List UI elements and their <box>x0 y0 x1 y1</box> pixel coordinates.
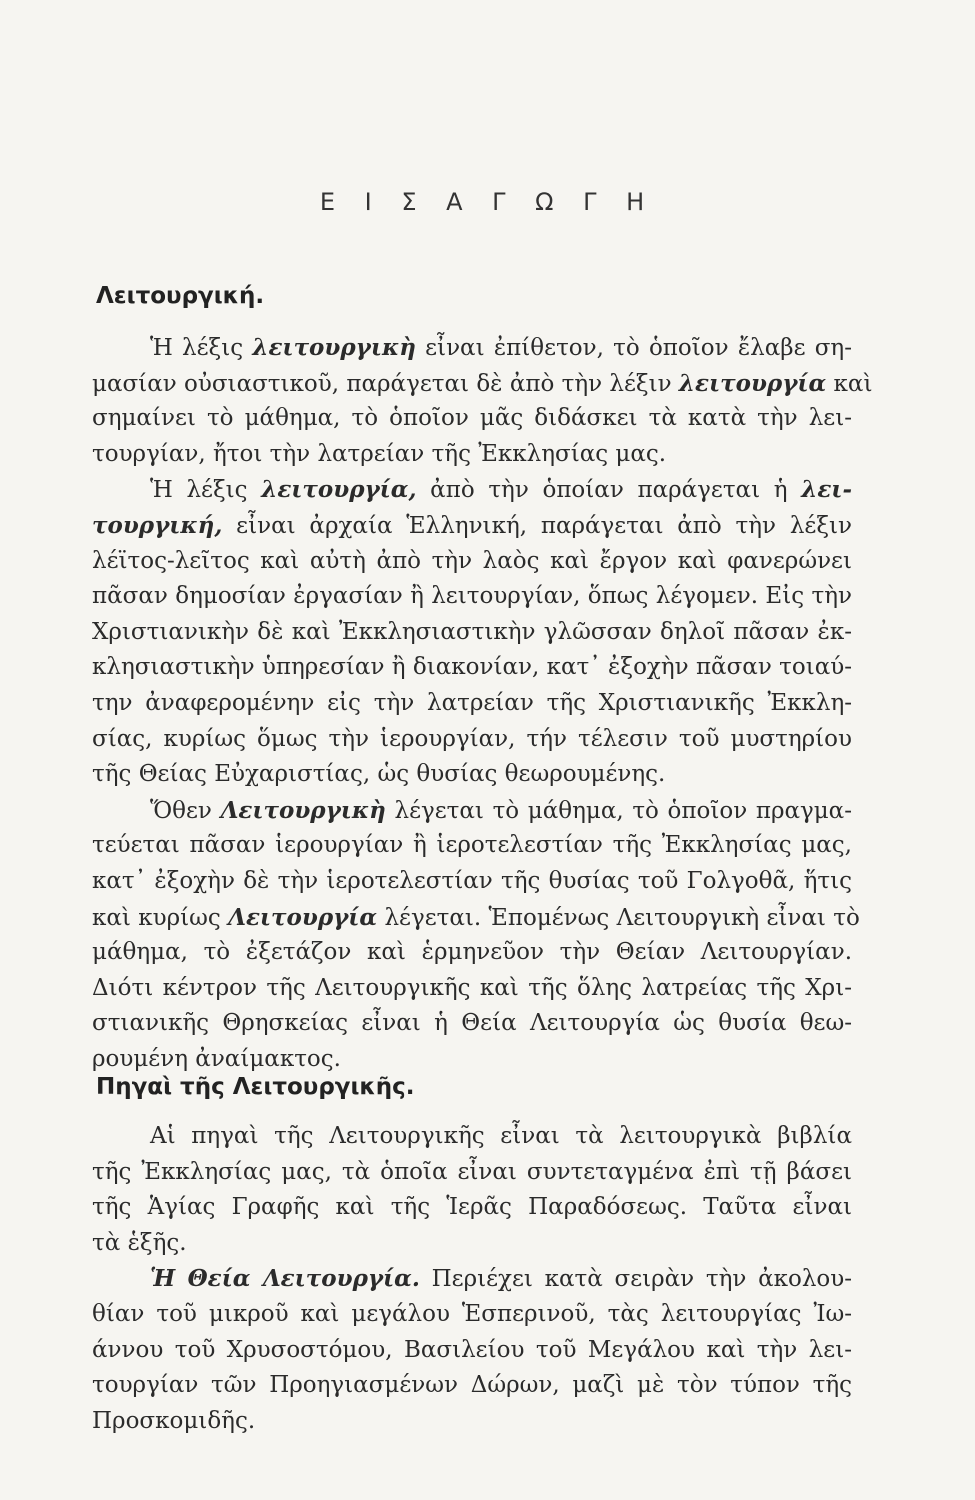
text-line: την ἀναφερομένην εἰς τὴν λατρείαν τῆς Χριστιανικῆς Ἐκκλη- <box>92 689 852 716</box>
text-line: Διότι κέντρον τῆς Λειτουργικῆς καὶ τῆς ὅλης λατρείας τῆς Χρι- <box>92 974 852 1001</box>
text-line: καὶ κυρίως Λειτουργία λέγεται. Ἑπομένως Λειτουργικὴ εἶναι τὸ <box>92 903 860 931</box>
text-line: Αἱ πηγαὶ τῆς Λειτουργικῆς εἶναι τὰ λειτουργικὰ βιβλία <box>150 1123 852 1149</box>
text-line: κατ᾿ ἐξοχὴν δὲ τὴν ἱεροτελεστίαν τῆς θυσίας τοῦ Γολγοθᾶ, ἥτις <box>92 867 852 894</box>
text-line: σίας, κυρίως ὅμως τὴν ἱερουργίαν, τήν τέλεσιν τοῦ μυστηρίου <box>92 725 852 752</box>
section-body-liturgics <box>92 330 873 1077</box>
text-line: τῆς Ἐκκλησίας μας, τὰ ὁποῖα εἶναι συντεταγμένα ἐπὶ τῇ βάσει <box>92 1158 852 1185</box>
text-line: Ἡ λέξις λειτουργία, ἀπὸ τὴν ὁποίαν παράγεται ἡ λει- <box>150 476 852 504</box>
chapter-title: Ε Ι Σ Α Γ Ω Γ Η <box>319 188 656 216</box>
section-heading-liturgics: Λειτουργική. <box>96 283 265 309</box>
text-line: ρουμένη ἀναίμακτος. <box>92 1045 341 1072</box>
text-line: σημαίνει τὸ μάθημα, τὸ ὁποῖον μᾶς διδάσκει τὰ κατὰ τὴν λει- <box>92 405 852 432</box>
text-line: τεύεται πᾶσαν ἱερουργίαν ἢ ἱεροτελεστίαν τῆς Ἐκκλησίας μας, <box>92 832 852 859</box>
text-line: κλησιαστικὴν ὑπηρεσίαν ἢ διακονίαν, κατ᾿ ἐξοχὴν πᾶσαν τοιαύ- <box>92 654 852 681</box>
text-line: Προσκομιδῆς. <box>92 1407 256 1434</box>
text-line: τουργίαν, ἤτοι τὴν λατρείαν τῆς Ἐκκλησίας μας. <box>92 440 667 467</box>
text-line: στιανικῆς Θρησκείας εἶναι ἡ Θεία Λειτουργία ὡς θυσία θεω- <box>92 1010 852 1037</box>
text-line: τῆς Θείας Εὐχαριστίας, ὡς θυσίας θεωρουμένης. <box>92 761 666 788</box>
text-line: Ὅθεν Λειτουργικὴ λέγεται τὸ μάθημα, τὸ ὁποῖον πραγμα- <box>150 796 852 824</box>
text-line: πᾶσαν δημοσίαν ἐργασίαν ἢ λειτουργίαν, ὅπως λέγομεν. Εἰς τὴν <box>92 583 852 610</box>
text-line: Χριστιανικὴν δὲ καὶ Ἐκκλησιαστικὴν γλῶσσαν δηλοῖ πᾶσαν ἐκ- <box>92 618 852 645</box>
text-line: λέϊτος-λεῖτος καὶ αὐτὴ ἀπὸ τὴν λαὸς καὶ ἔργον καὶ φανερώνει <box>92 547 852 574</box>
text-line: Ἡ λέξις λειτουργικὴ εἶναι ἐπίθετον, τὸ ὁποῖον ἔλαβε ση- <box>150 334 852 361</box>
text-line: θίαν τοῦ μικροῦ καὶ μεγάλου Ἑσπερινοῦ, τὰς λειτουργίας Ἰω- <box>92 1300 852 1327</box>
text-line: τῆς Ἁγίας Γραφῆς καὶ τῆς Ἱερᾶς Παραδόσεως. Ταῦτα εἶναι <box>92 1194 852 1221</box>
text-line: άννου τοῦ Χρυσοστόμου, Βασιλείου τοῦ Μεγάλου καὶ τὴν λει- <box>92 1336 852 1363</box>
text-line: τουργική, εἶναι ἀρχαία Ἑλληνική, παράγεται ἀπὸ τὴν λέξιν <box>92 511 852 539</box>
text-line: τὰ ἑξῆς. <box>92 1229 187 1256</box>
text-line: μάθημα, τὸ ἐξετάζον καὶ ἑρμηνεῦον τὴν Θείαν Λειτουργίαν. <box>92 939 852 966</box>
text-line: μασίαν οὐσιαστικοῦ, παράγεται δὲ ἀπὸ τὴν λέξιν λειτουργία καὶ <box>92 369 873 397</box>
text-line: τουργίαν τῶν Προηγιασμένων Δώρων, μαζὶ μὲ τὸν τύπον τῆς <box>92 1372 852 1399</box>
section-body-sources <box>92 1119 852 1439</box>
text-line: Ἡ Θεία Λειτουργία. Περιέχει κατὰ σειρὰν τὴν ἀκολου- <box>150 1265 853 1293</box>
section-heading-sources: Πηγαὶ τῆς Λειτουργικῆς. <box>96 1074 415 1100</box>
